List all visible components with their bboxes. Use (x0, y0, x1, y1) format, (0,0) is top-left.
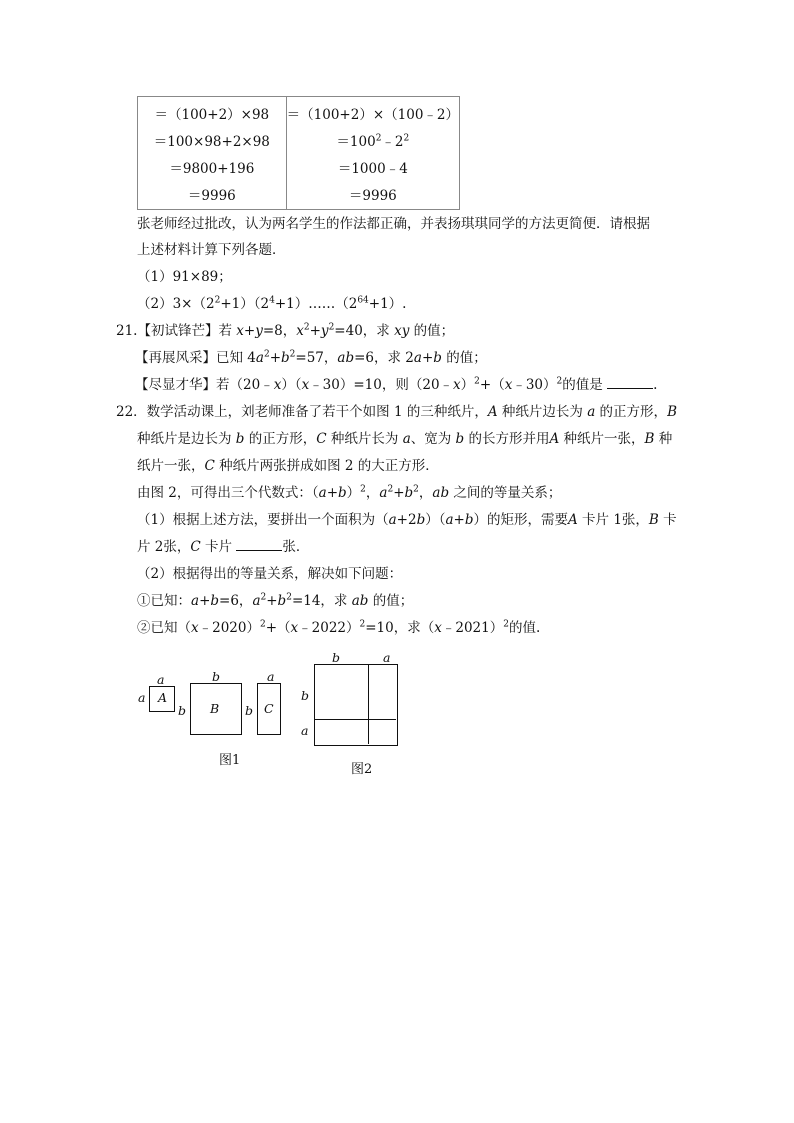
label-a: a (301, 723, 309, 738)
problem-22-line5: （1）根据上述方法，要拼出一个面积为（a+2b）（a+b）的矩形，需要A 卡片 1张，B 卡 (137, 512, 677, 528)
card-b (190, 683, 242, 735)
question-1: （1）91×89； (137, 269, 232, 285)
card-c (257, 683, 281, 735)
problem-22-line6: 片 2张，C 卡片 张． (137, 539, 310, 555)
label-b: b (332, 650, 341, 665)
table-cell: ＝9996 (348, 187, 397, 204)
problem-21-part3: 【尽显才华】若（20﹣x）（x﹣30）=10，则（20﹣x）$^2$+（x﹣30）$^2$的值是 . (135, 376, 658, 393)
table-cell: ＝100×98+2×98 (153, 133, 270, 150)
label-b: b (178, 703, 187, 718)
big-square (314, 664, 398, 746)
horizontal-divider (314, 719, 396, 720)
table-cell: ＝9800+196 (169, 160, 255, 177)
card-c-label: C (264, 701, 274, 716)
card-a-label: A (158, 690, 168, 705)
figure-2-caption: 图2 (351, 762, 373, 777)
table-cell: ＝9996 (187, 187, 236, 204)
label-b: b (245, 703, 254, 718)
figure-1 (130, 665, 290, 775)
table-cell: ＝1000﹣4 (337, 160, 408, 177)
vertical-divider (368, 664, 369, 744)
table-cell: ＝（100+2）×98 (154, 106, 270, 123)
card-a (149, 686, 175, 712)
paragraph-line: 上述材料计算下列各题． (137, 242, 286, 258)
table-right-column (287, 97, 459, 209)
question-2: $(2)3\times(2^2+1)(2^4+1)\dots\dots(2^{64}+1)$. (137, 295, 407, 312)
paragraph-line: 张老师经过批改，认为两名学生的作法都正确，并表扬琪琪同学的方法更简便．请根据 (137, 216, 650, 232)
problem-22-line3: 纸片一张，C 种纸片两张拼成如图 2 的大正方形． (137, 458, 439, 474)
problem-21-part1: 21.【初试锋芒】若 x+y=8，$x^2+y^2=40$，求 xy 的值； (116, 322, 455, 339)
label-a: a (267, 669, 275, 684)
problem-22-line8: ①已知：a+b=6，$a^2+b^2=14$，求 ab 的值； (137, 592, 414, 609)
calculation-table (137, 96, 460, 210)
label-a: a (157, 672, 165, 687)
problem-22-line7: （2）根据得出的等量关系，解决如下问题： (137, 566, 403, 582)
label-b: b (301, 688, 310, 703)
label-a: a (383, 650, 391, 665)
table-left-column (138, 97, 287, 209)
problem-22-line2: 种纸片是边长为 b 的正方形，C 种纸片长为 a、宽为 b 的长方形并用A 种纸片一张，B 种 (137, 431, 673, 447)
table-cell: $=100^2﹣2^2$ (336, 133, 410, 150)
figure-1-caption: 图1 (219, 753, 241, 768)
problem-21-part2: 【再展风采】已知 $4a^2+b^2=57$，ab=6，求 2a+b 的值； (135, 349, 487, 366)
label-b: b (212, 669, 221, 684)
problem-22-line9: ②已知（x﹣2020）$^2$+（x﹣2022）$^2$=10，求（x﹣2021）$^2$的值. (137, 619, 541, 636)
figure-2 (295, 648, 405, 778)
label-a: a (138, 690, 146, 705)
table-cell: ＝（100+2）×（100﹣2） (286, 106, 459, 123)
problem-22-line4: 由图 2，可得出三个代数式：$(a+b)^2$，$a^2+b^2$，ab 之间的等量关系； (137, 484, 562, 501)
card-b-label: B (210, 701, 220, 716)
answer-blank[interactable] (607, 376, 653, 389)
answer-blank[interactable] (236, 538, 282, 551)
problem-22-line1: 22．数学活动课上，刘老师准备了若干个如图 1 的三种纸片，A 种纸片边长为 a 的正方形，B (116, 404, 677, 420)
